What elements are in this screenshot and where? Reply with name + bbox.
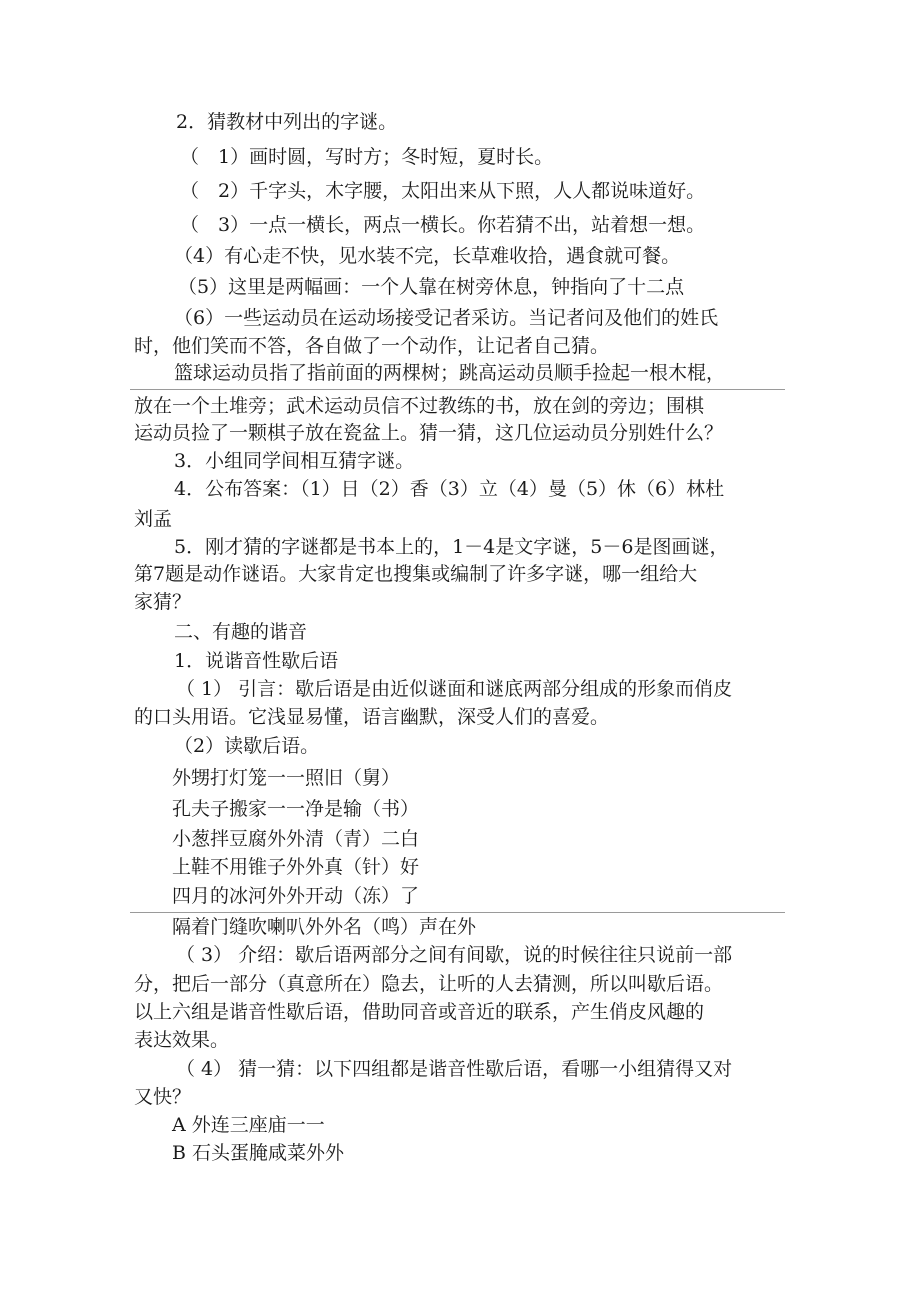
text-line: 5．刚才猜的字谜都是书本上的，1－4是文字谜，5－6是图画谜， xyxy=(174,536,729,558)
text-line: （ 2）千字头，木字腰，太阳出来从下照，人人都说味道好。 xyxy=(180,180,706,202)
text-line: （4）有心走不快，见水装不完，长草难收拾，遇食就可餐。 xyxy=(174,245,681,267)
text-line: 四月的冰河外外开动（冻）了 xyxy=(172,885,420,907)
text-line: （2）读歇后语。 xyxy=(174,735,320,757)
text-line: 4．公布答案：（1）日（2）香（3）立（4）曼（5）休（6）林杜 xyxy=(174,478,725,500)
text-line: 孔夫子搬家一一净是输（书） xyxy=(172,798,420,820)
text-line: 小葱拌豆腐外外清（青）二白 xyxy=(172,828,420,850)
text-line: 表达效果。 xyxy=(134,1029,230,1051)
text-line: 上鞋不用锥子外外真（针）好 xyxy=(172,856,420,878)
text-line: A 外连三座庙一一 xyxy=(172,1114,325,1136)
text-line: （6）一些运动员在运动场接受记者采访。当记者问及他们的姓氏 xyxy=(174,307,719,329)
text-line: 篮球运动员指了指前面的两棵树；跳高运动员顺手捡起一根木棍， xyxy=(174,362,726,384)
section-heading: 二、有趣的谐音 xyxy=(174,621,308,643)
divider-line xyxy=(130,912,785,913)
text-line: 刘孟 xyxy=(134,508,173,530)
divider-line xyxy=(130,389,785,390)
text-line: 2．猜教材中列出的字谜。 xyxy=(176,111,398,133)
text-line: 3．小组同学间相互猜字谜。 xyxy=(174,450,415,472)
text-line: 放在一个土堆旁；武术运动员信不过教练的书，放在剑的旁边；围棋 xyxy=(134,395,705,417)
text-line: 的口头用语。它浅显易懂，语言幽默，深受人们的喜爱。 xyxy=(134,706,610,728)
text-line: 分，把后一部分（真意所在）隐去，让听的人去猜测，所以叫歇后语。 xyxy=(134,973,724,995)
text-line: 又快？ xyxy=(134,1086,192,1108)
text-line: （ 4） 猜一猜：以下四组都是谐音性歇后语，看哪一小组猜得又对 xyxy=(176,1058,733,1080)
text-line: B 石头蛋腌咸菜外外 xyxy=(172,1142,345,1164)
text-line: 第7题是动作谜语。大家肯定也搜集或编制了许多字谜，哪一组给大 xyxy=(134,563,698,585)
text-line: 1．说谐音性歇后语 xyxy=(174,650,339,672)
text-line: 家猜？ xyxy=(134,591,192,613)
text-line: （ 3） 介绍：歇后语两部分之间有间歇，说的时候往往只说前一部 xyxy=(176,944,733,966)
text-line: 隔着门缝吹喇叭外外名（鸣）声在外 xyxy=(172,916,477,938)
text-line: 外甥打灯笼一一照旧（舅） xyxy=(172,767,401,789)
text-line: 时，他们笑而不答，各自做了一个动作，让记者自己猜。 xyxy=(134,335,610,357)
text-line: （5）这里是两幅画：一个人靠在树旁休息，钟指向了十二点 xyxy=(178,276,685,298)
text-line: （ 1）画时圆，写时方；冬时短，夏时长。 xyxy=(180,146,554,168)
text-line: 以上六组是谐音性歇后语，借助同音或音近的联系，产生俏皮风趣的 xyxy=(134,1001,705,1023)
text-line: 运动员捡了一颗棋子放在瓷盆上。猜一猜，这几位运动员分别姓什么？ xyxy=(134,422,724,444)
text-line: （ 3）一点一横长，两点一横长。你若猜不出，站着想一想。 xyxy=(180,214,706,236)
text-line: （ 1） 引言：歇后语是由近似谜面和谜底两部分组成的形象而俏皮 xyxy=(176,678,733,700)
